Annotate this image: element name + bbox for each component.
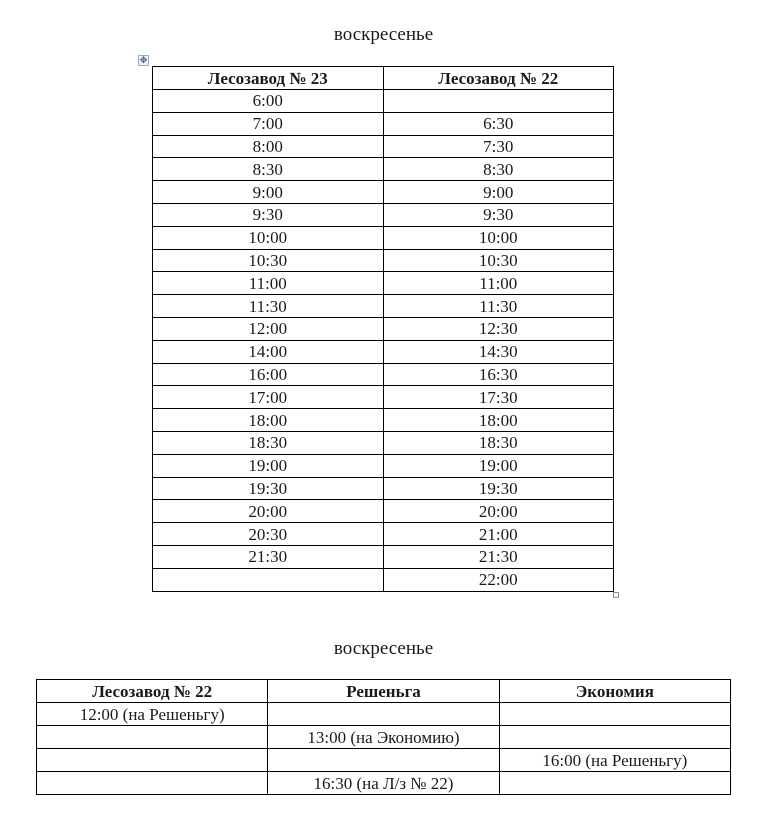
table-row bbox=[153, 363, 614, 386]
table-cell: 10:00 bbox=[153, 226, 384, 249]
table-cell: 21:30 bbox=[153, 545, 384, 568]
schedule1-title: воскресенье bbox=[333, 24, 434, 45]
table-cell: 7:00 bbox=[153, 112, 384, 135]
table-cell: 21:30 bbox=[383, 545, 614, 568]
table-cell: 19:30 bbox=[153, 477, 384, 500]
table-cell: 19:30 bbox=[383, 477, 614, 500]
table-cell: 16:30 bbox=[383, 363, 614, 386]
table-row bbox=[153, 249, 614, 272]
table-cell bbox=[37, 749, 268, 772]
table-cell: 20:00 bbox=[383, 500, 614, 523]
column-header: Решеньга bbox=[268, 680, 499, 703]
table-row bbox=[153, 181, 614, 204]
table-row bbox=[153, 90, 614, 113]
table-resize-handle[interactable] bbox=[613, 592, 619, 598]
table-cell: 17:30 bbox=[383, 386, 614, 409]
table-header-row bbox=[153, 67, 614, 90]
table-cell: 16:30 (на Л/з № 22) bbox=[268, 772, 499, 795]
table-move-handle-icon[interactable]: ✥ bbox=[139, 55, 148, 65]
table-row bbox=[37, 772, 731, 795]
table-cell: 20:30 bbox=[153, 523, 384, 546]
table-cell: 17:00 bbox=[153, 386, 384, 409]
column-header: Лесозавод № 22 bbox=[37, 680, 268, 703]
table-row bbox=[153, 386, 614, 409]
table-cell bbox=[153, 568, 384, 591]
table-header-row bbox=[37, 680, 731, 703]
table-cell: 6:30 bbox=[383, 112, 614, 135]
table-row bbox=[153, 158, 614, 181]
table-row bbox=[153, 431, 614, 454]
table-cell: 14:30 bbox=[383, 340, 614, 363]
table-row bbox=[153, 226, 614, 249]
table-cell: 9:00 bbox=[383, 181, 614, 204]
table-cell: 12:00 (на Решеньгу) bbox=[37, 703, 268, 726]
table-cell: 9:00 bbox=[153, 181, 384, 204]
table-cell bbox=[499, 703, 730, 726]
table-cell: 19:00 bbox=[153, 454, 384, 477]
table-row bbox=[37, 749, 731, 772]
table-row bbox=[153, 568, 614, 591]
schedule2-title: воскресенье bbox=[333, 638, 434, 659]
table-row bbox=[37, 726, 731, 749]
table-cell bbox=[37, 772, 268, 795]
table-row bbox=[153, 500, 614, 523]
table-cell: 16:00 bbox=[153, 363, 384, 386]
table-row bbox=[153, 523, 614, 546]
table-cell: 8:30 bbox=[383, 158, 614, 181]
table-cell: 18:00 bbox=[153, 409, 384, 432]
table-cell: 18:30 bbox=[153, 431, 384, 454]
table-cell: 22:00 bbox=[383, 568, 614, 591]
schedule2-table bbox=[36, 679, 731, 795]
table-row bbox=[153, 295, 614, 318]
schedule1-table bbox=[152, 66, 614, 592]
table-row bbox=[153, 272, 614, 295]
table-cell bbox=[268, 749, 499, 772]
table-row bbox=[153, 340, 614, 363]
column-header: Лесозавод № 23 bbox=[153, 67, 384, 90]
table-row bbox=[153, 454, 614, 477]
table-cell: 10:30 bbox=[383, 249, 614, 272]
table-cell: 20:00 bbox=[153, 500, 384, 523]
table-cell: 12:30 bbox=[383, 317, 614, 340]
table-cell: 13:00 (на Экономию) bbox=[268, 726, 499, 749]
table-cell: 21:00 bbox=[383, 523, 614, 546]
table-cell: 10:00 bbox=[383, 226, 614, 249]
column-header: Лесозавод № 22 bbox=[383, 67, 614, 90]
table-row bbox=[153, 135, 614, 158]
table-cell: 12:00 bbox=[153, 317, 384, 340]
table-cell: 6:00 bbox=[153, 90, 384, 113]
table-row bbox=[153, 317, 614, 340]
table-cell bbox=[268, 703, 499, 726]
table-cell: 18:00 bbox=[383, 409, 614, 432]
table-cell bbox=[499, 726, 730, 749]
table-cell: 18:30 bbox=[383, 431, 614, 454]
table-cell: 19:00 bbox=[383, 454, 614, 477]
table-row bbox=[153, 112, 614, 135]
table-cell: 9:30 bbox=[153, 203, 384, 226]
table-cell: 16:00 (на Решеньгу) bbox=[499, 749, 730, 772]
table-row bbox=[37, 703, 731, 726]
table-cell: 11:00 bbox=[383, 272, 614, 295]
table-cell: 11:00 bbox=[153, 272, 384, 295]
table-cell: 10:30 bbox=[153, 249, 384, 272]
table-cell: 8:30 bbox=[153, 158, 384, 181]
table-row bbox=[153, 203, 614, 226]
table-cell bbox=[383, 90, 614, 113]
table-cell: 11:30 bbox=[383, 295, 614, 318]
table-row bbox=[153, 545, 614, 568]
table-row bbox=[153, 409, 614, 432]
table-cell: 14:00 bbox=[153, 340, 384, 363]
table-row bbox=[153, 477, 614, 500]
table-cell: 8:00 bbox=[153, 135, 384, 158]
table-cell: 7:30 bbox=[383, 135, 614, 158]
table-cell bbox=[37, 726, 268, 749]
column-header: Экономия bbox=[499, 680, 730, 703]
table-cell: 11:30 bbox=[153, 295, 384, 318]
table-cell: 9:30 bbox=[383, 203, 614, 226]
table-cell bbox=[499, 772, 730, 795]
